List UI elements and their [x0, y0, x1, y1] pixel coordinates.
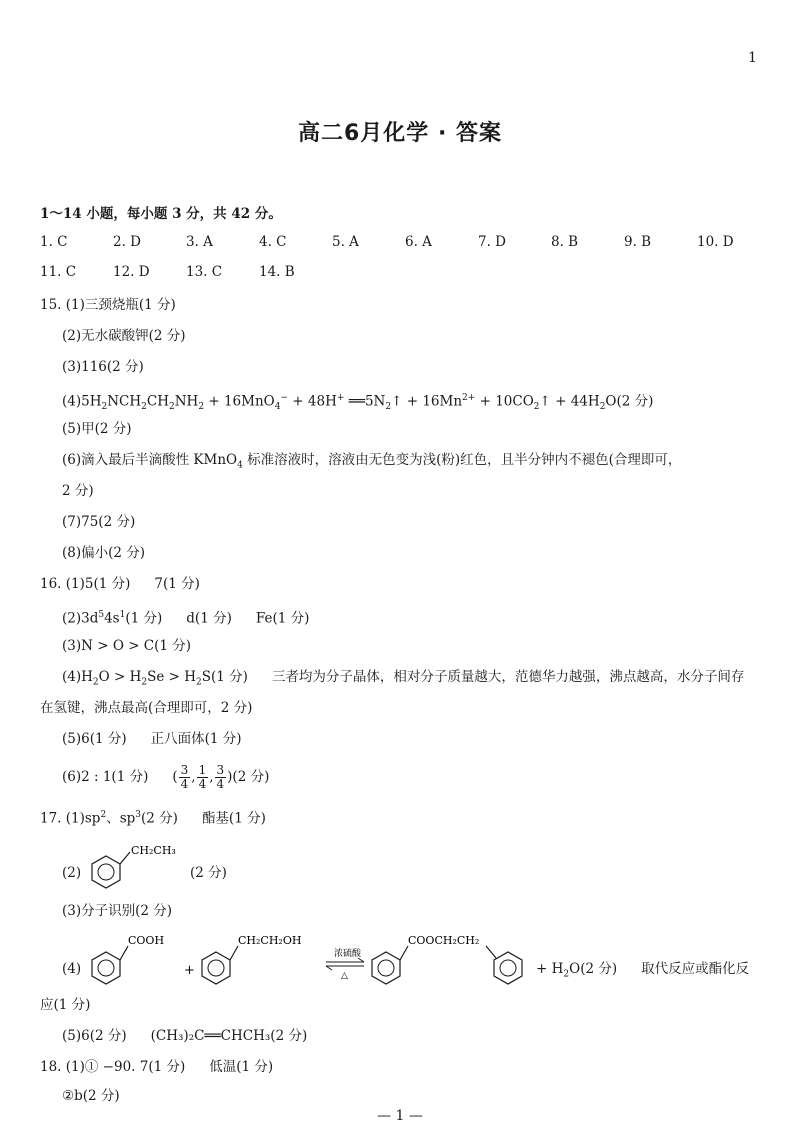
- q17-line4-tail: + $H_2O(2$ 分) 取代反应或酯化反: [536, 961, 750, 980]
- mcq-answer: 7. D: [478, 234, 506, 250]
- ethyl-group-label: CH₂CH₃: [131, 844, 176, 857]
- q15-line1: 15. (1)三颈烧瓶(1 分): [40, 297, 176, 313]
- q16-line6-part-a: (6)2 : 1(1 分): [62, 769, 149, 785]
- mcq-answer: 12. D: [113, 264, 150, 280]
- esterification-equation: [88, 928, 558, 992]
- q15-line6-part-a: (6)滴入最后半滴酸性 KMnO: [62, 452, 238, 468]
- q17-line3: (3)分子识别(2 分): [62, 903, 173, 919]
- q17-line2-label: (2): [62, 865, 82, 881]
- mcq-answer: 11. C: [40, 264, 77, 280]
- q16-line6: (6)2 : 1(1 分) ( $\frac{3}{4}$ , $\frac{1}{4}$ , $\frac{3}{4}$ )(2 分): [62, 763, 270, 791]
- q16-line5-part-b: 正八面体(1 分): [150, 731, 242, 747]
- mcq-answer: 1. C: [40, 234, 68, 250]
- mcq-answer: 9. B: [624, 234, 652, 250]
- q17-line1-part-b: 酯基(1 分): [201, 810, 266, 827]
- mcq-intro: 1～14 小题，每小题 3 分，共 42 分。: [40, 206, 282, 222]
- q17-line4-label: (4): [62, 961, 82, 977]
- mcq-answer: 8. B: [551, 234, 579, 250]
- condition-catalyst: 浓硫酸: [334, 949, 362, 959]
- carboxyl-label: COOH: [128, 934, 165, 947]
- mcq-answer: 5. A: [332, 234, 359, 250]
- hydroxyethyl-label: CH₂CH₂OH: [238, 934, 302, 947]
- mcq-answer: 10. D: [697, 234, 734, 250]
- mcq-answer: 6. A: [405, 234, 432, 250]
- q17-line5-part-a: (5)6(2 分): [62, 1028, 127, 1044]
- mcq-answer: 3. A: [186, 234, 213, 250]
- condition-heat: △: [341, 971, 348, 981]
- q16-line4-continued: 在氢键，沸点最高(合理即可，2 分): [40, 700, 253, 716]
- q16-line5: [62, 730, 242, 748]
- q16-line2-part-b: d(1 分): [186, 610, 232, 627]
- page-title: 高二6月化学 · 答案: [298, 121, 502, 146]
- q17-line5-part-b: (CH₃)₂C══CHCH₃(2 分): [150, 1028, 308, 1044]
- q15-line4-equation: $(4)5H_2NCH_2CH_2NH_2 + 16MnO_4^- + 48H^+$ $══5N_2↑ + 16Mn^{2+}$ + $10CO_2↑ + 44H_2O(2$ 分): [62, 393, 654, 413]
- q16-line6-part-b: )(2 分): [227, 769, 270, 785]
- mcq-answer: 4. C: [259, 234, 287, 250]
- q16-line2: $(2)3d^54s^1(1$ 分) d(1 分) Fe(1 分): [62, 610, 310, 627]
- q15-line7: (7)75(2 分): [62, 514, 136, 530]
- fraction: $\frac{1}{4}$: [198, 763, 207, 791]
- mcq-answer: 13. C: [186, 264, 223, 280]
- fraction: $\frac{3}{4}$: [180, 763, 189, 791]
- q16-line4: $(4)H_2O > H_2Se > H_2S(1$ 分) 三者均为分子晶体，相对分子质量越大，范德华力越强，沸点越高，水分子间存: [62, 669, 745, 688]
- q17-line4-part-b: 取代反应或酯化反: [641, 961, 750, 977]
- q15-line5: (5)甲(2 分): [62, 421, 132, 437]
- q16-line2-part-c: Fe(1 分): [255, 610, 310, 627]
- q18-line2: ②b(2 分): [62, 1088, 120, 1104]
- q16-line1-part-a: 16. (1)5(1 分): [40, 576, 131, 592]
- q17-line1: 17. $(1)sp^2$、$sp^3(2$ 分) 酯基(1 分): [40, 810, 266, 827]
- q17-line2-score: (2 分): [190, 865, 227, 881]
- q16-line1-part-b: 7(1 分): [154, 576, 200, 592]
- q15-line6: (6)滴入最后半滴酸性 KMnO$_4$ 标准溶液时，溶液由无色变为浅(粉)红色，且半分钟内不褪色(合理即可，: [62, 452, 682, 471]
- q17-line4-continued: 应(1 分): [40, 997, 91, 1013]
- q15-line6-part-b: 标准溶液时，溶液由无色变为浅(粉)红色，且半分钟内不褪色(合理即可，: [247, 452, 682, 468]
- q15-line6-continued: 2 分): [62, 483, 94, 499]
- page-footer-number: — 1 —: [377, 1108, 423, 1124]
- q15-line2: (2)无水碳酸钾(2 分): [62, 328, 186, 344]
- q16-line1: [40, 575, 200, 593]
- q16-line3: (3)N > O > C(1 分): [62, 638, 192, 654]
- ester-chain-label: COOCH₂CH₂: [408, 934, 480, 947]
- q15-line8: (8)偏小(2 分): [62, 545, 146, 561]
- mcq-answer: 14. B: [259, 264, 295, 280]
- q18-line1-part-a: 18. (1)① −90. 7(1 分): [40, 1059, 186, 1075]
- fraction: $\frac{3}{4}$: [216, 763, 225, 791]
- q18-line1-part-b: 低温(1 分): [209, 1059, 274, 1075]
- plus-sign: +: [184, 963, 195, 978]
- mcq-answer: 2. D: [113, 234, 141, 250]
- q16-line4-part-b: 三者均为分子晶体，相对分子质量越大，范德华力越强，沸点越高，水分子间存: [271, 669, 745, 685]
- ethylbenzene-structure: [88, 838, 198, 894]
- page-corner-number: 1: [748, 50, 757, 66]
- q16-line5-part-a: (5)6(1 分): [62, 731, 127, 747]
- q15-line3: (3)116(2 分): [62, 359, 144, 375]
- q17-line5: [62, 1027, 307, 1045]
- q18-line1: [40, 1058, 273, 1076]
